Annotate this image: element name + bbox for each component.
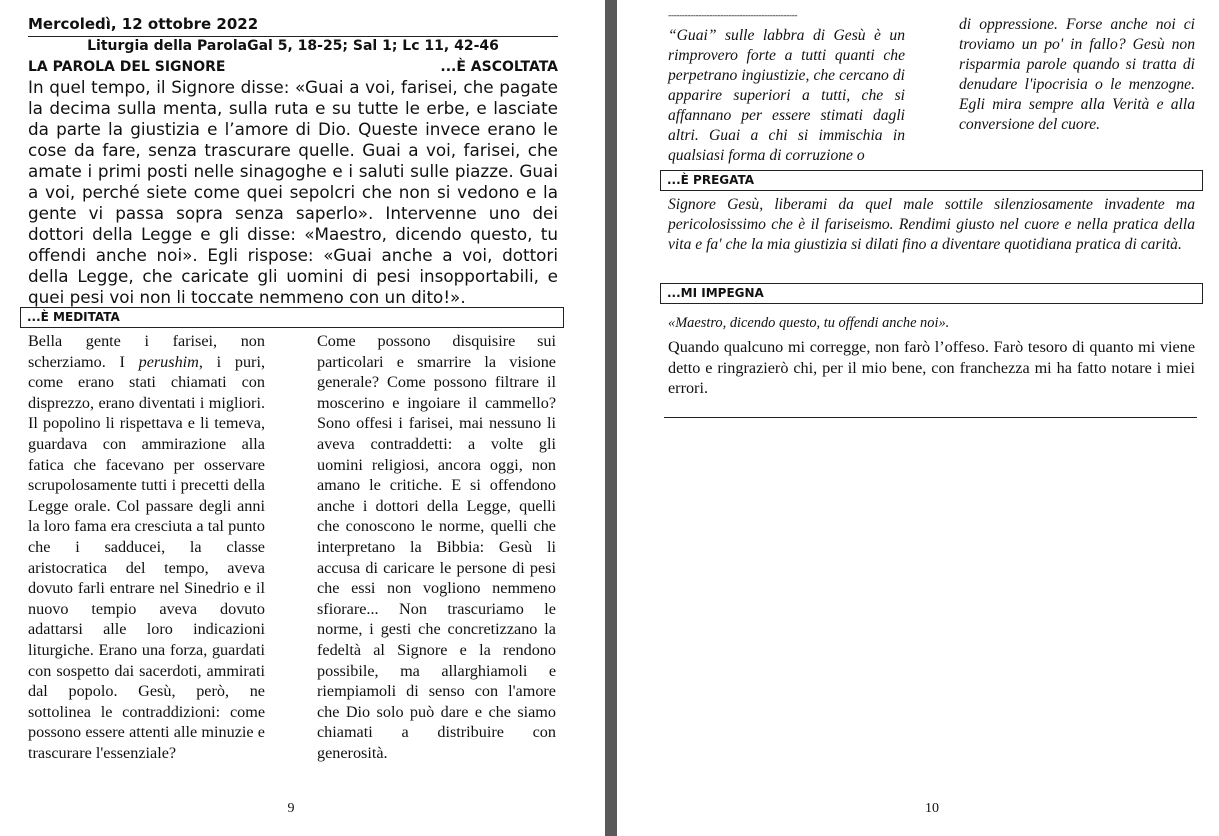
commitment-quote: «Maestro, dicendo questo, tu offendi anche noi».: [668, 315, 950, 331]
left-page: [0, 0, 605, 836]
meditation-column-1: [28, 331, 265, 763]
meditation-column-2: [317, 331, 556, 763]
section-header-pregata: [660, 170, 1203, 191]
footnote-separator: -----------------------------------------------: [668, 12, 798, 21]
page-number-left: 9: [287, 801, 295, 816]
meditation-col1-rest: , i puri, come erano stati chiamati con disprezzo, erano diventati i migliori. Il popolino li rispettava e li temeva, guardava con ammirazione alla fatica che facevano per osservare scrupolosamente tutti i precetti della Legge orale. Col passare degli anni la loro fama era cresciuta a tal punto che i sadducei, la classe aristocratica del tempo, aveva dovuto farli entrare nel Sinedrio e il nuovo tempio aveva dovuto adattarsi alle loro indicazioni liturgiche. Erano una forza, guardati con sospetto dai sacerdoti, ammirati dal popolo. Gesù, però, ne sottolinea le contraddizioni: come possono essere attenti alle minuzie e trascurare l'essenziale?: [28, 352, 265, 762]
note-column-2: di oppressione. Forse anche noi ci troviamo un po' in fallo? Gesù non risparmia parole quando si tratta di denudare l'ipocrisia o le menzogne. Egli mira sempre alla Verità e alla conversione del cuore.: [959, 16, 1195, 133]
section-header-meditata: [20, 307, 564, 328]
gospel-text: In quel tempo, il Signore disse: «Guai a voi, farisei, che pagate la decima sulla menta, sulla ruta e su tutte le erbe, e lasciate da parte la giustizia e l’amore di Dio. Queste invece erano le cose da fare, senza trascurare quelle. Guai a voi, farisei, che amate i primi posti nelle sinagoghe e i saluti sulle piazze. Guai a voi, perché siete come quei sepolcri che non si vedono e la gente vi passa sopra senza saperlo». Intervenne uno dei dottori della Legge e gli disse: «Maestro, dicendo questo, tu offendi anche noi». Egli rispose: «Guai anche a voi, dottori della Legge, che caricate gli uomini di pesi insopportabili, e quei pesi voi non li toccate nemmeno con un dito!».: [28, 77, 558, 307]
date-divider: [28, 36, 558, 37]
right-page: [617, 0, 1219, 836]
page-number-right: 10: [925, 801, 939, 816]
section-header-impegna-label: ...MI IMPEGNA: [667, 286, 764, 300]
section-header-meditata-label: ...È MEDITATA: [27, 310, 120, 324]
page-gutter: [605, 0, 617, 836]
liturgy-reference: Liturgia della ParolaGal 5, 18-25; Sal 1; Lc 11, 42-46: [87, 38, 499, 54]
note-column-1: “Guai” sulle labbra di Gesù è un rimprovero forte a tutti quanti che perpetrano ingiustizie, che cercano di apparire superiori a tutti, che si affannano per essere stimati dagli altri. Guai a chi si immischia in qualsiasi forma di corruzione o: [668, 27, 905, 164]
section-header-pregata-label: ...È PREGATA: [667, 173, 755, 187]
meditation-col2-text: Come possono disquisire sui particolari e smarrire la visione generale? Come possono filtrare il moscerino e ingoiare il cammello? Sono offesi i farisei, mai nessuno li aveva contraddetti: a volte gli uomini religiosi, ancora oggi, non amano le critiche. E si offendono anche i dottori della Legge, quelli che conoscono le norme, quelli che interpretano la Bibbia: Gesù li accusa di caricare le persone di pesi che essi non vogliono nemmeno sfiorare... Non trascuriamo le norme, i gesti che concretizzano la fedeltà al Signore e la rendono possibile, ma allarghiamoli e riempiamoli di senso con l'amore che Dio solo può dare e che siamo chiamati a distribuire con generosità.: [317, 332, 556, 762]
commitment-text: Quando qualcuno mi corregge, non farò l’offeso. Farò tesoro di quanto mi viene detto e ringrazierò chi, per il mio bene, con franchezza mi ha fatto notare i miei errori.: [668, 338, 1195, 398]
meditation-col1-start: Bella gente i farisei, non scherziamo. I: [28, 332, 265, 371]
section-heading-parola: LA PAROLA DEL SIGNORE: [28, 59, 226, 75]
section-header-impegna: [660, 283, 1203, 304]
perushim-term: perushim: [138, 352, 199, 371]
section-heading-ascoltata: ...È ASCOLTATA: [440, 59, 558, 75]
date-heading: Mercoledì, 12 ottobre 2022: [28, 15, 259, 33]
prayer-text: Signore Gesù, liberami da quel male sottile silenziosamente invadente ma pericolosissimo che è il fariseismo. Rendimi giusto nel cuore e nella pratica della vita e fa' che la mia giustizia si dilati fino a diventare quotidiana pratica di carità.: [668, 196, 1195, 253]
commitment-divider: [664, 417, 1197, 418]
